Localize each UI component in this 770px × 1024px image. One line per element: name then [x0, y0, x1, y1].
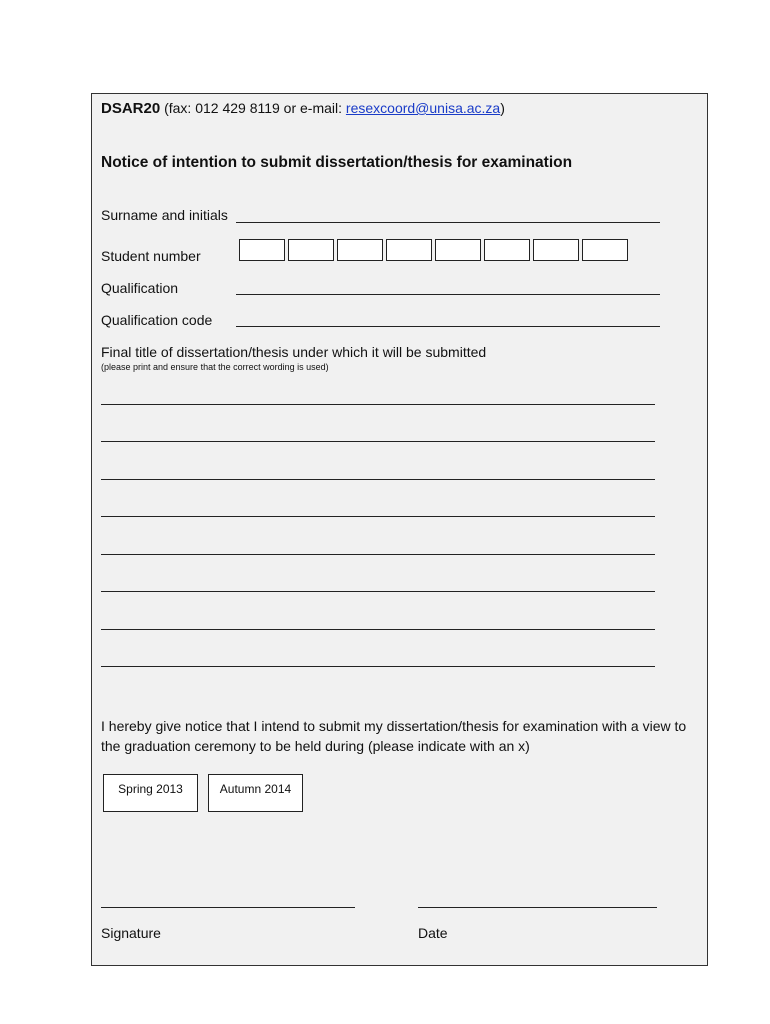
- final-title-label: Final title of dissertation/thesis under which it will be submitted: [101, 344, 487, 360]
- final-title-note: (please print and ensure that the correct wording is used): [101, 362, 329, 372]
- title-line[interactable]: [101, 666, 655, 667]
- signature-line[interactable]: [101, 907, 355, 908]
- title-line[interactable]: [101, 404, 655, 405]
- date-line[interactable]: [418, 907, 657, 908]
- title-line[interactable]: [101, 516, 655, 517]
- option-autumn-2014[interactable]: Autumn 2014: [208, 774, 303, 812]
- contact-prefix: (fax: 012 429 8119 or e-mail:: [164, 100, 346, 116]
- contact-suffix: ): [500, 100, 505, 116]
- student-number-digit-box[interactable]: [288, 239, 334, 261]
- surname-label: Surname and initials: [101, 207, 228, 223]
- form-container: [91, 93, 708, 966]
- student-number-label: Student number: [101, 248, 201, 264]
- form-title: Notice of intention to submit dissertation/thesis for examination: [101, 154, 573, 171]
- notice-paragraph: I hereby give notice that I intend to submit my dissertation/thesis for examination with a view to the graduation ceremony to be held during (please indicate with an x): [101, 718, 687, 754]
- qualification-label: Qualification: [101, 280, 179, 296]
- signature-label: Signature: [101, 925, 161, 941]
- form-header: [101, 100, 505, 117]
- student-number-digit-box[interactable]: [582, 239, 628, 261]
- title-line[interactable]: [101, 591, 655, 592]
- qualification-code-field[interactable]: [236, 326, 660, 327]
- student-number-digit-box[interactable]: [386, 239, 432, 261]
- option-spring-2013[interactable]: Spring 2013: [103, 774, 198, 812]
- date-label: Date: [418, 925, 448, 941]
- form-code: DSAR20: [101, 100, 161, 117]
- title-line[interactable]: [101, 554, 655, 555]
- student-number-digit-box[interactable]: [533, 239, 579, 261]
- title-line[interactable]: [101, 441, 655, 442]
- student-number-digit-box[interactable]: [337, 239, 383, 261]
- student-number-digit-box[interactable]: [239, 239, 285, 261]
- surname-field[interactable]: [236, 222, 660, 223]
- qualification-code-label: Qualification code: [101, 312, 213, 328]
- qualification-field[interactable]: [236, 294, 660, 295]
- student-number-digit-box[interactable]: [484, 239, 530, 261]
- email-link[interactable]: resexcoord@unisa.ac.za: [345, 100, 501, 116]
- title-line[interactable]: [101, 479, 655, 480]
- title-line[interactable]: [101, 629, 655, 630]
- student-number-digit-box[interactable]: [435, 239, 481, 261]
